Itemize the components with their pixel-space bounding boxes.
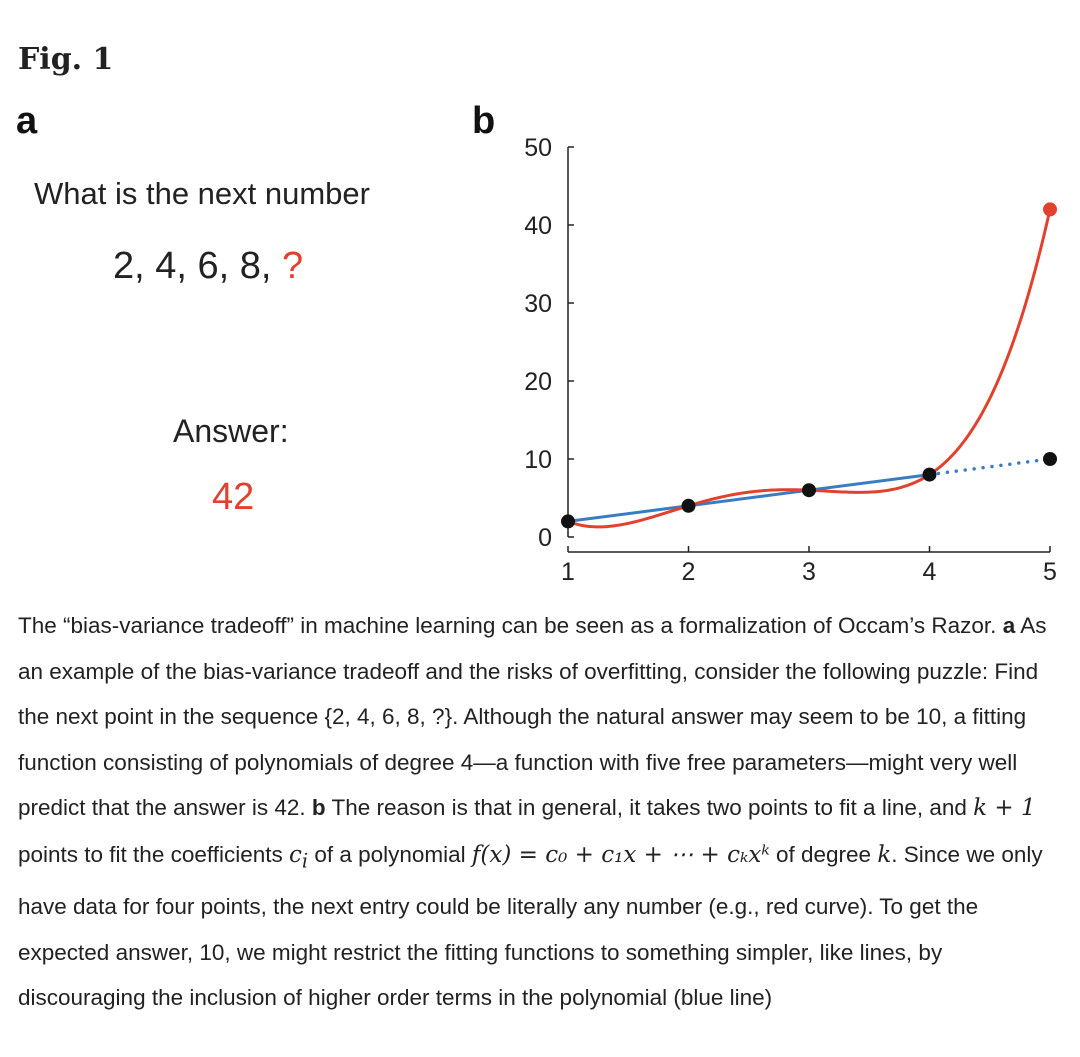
y-tick-label: 0 [538,524,552,552]
caption-text-poly: of a polynomial [314,841,466,867]
caption-panel-b-text: The reason is that in general, it takes two points to fit a line, and [331,795,967,821]
unknown-mark: ? [282,245,304,287]
y-tick-label: 50 [524,134,552,162]
polynomial-prediction-point [1043,202,1057,216]
x-tick-label: 4 [922,558,937,586]
math-ci: $c_i$ [289,841,309,873]
caption-conclusion: . Since we only have data for four points, the next entry could be literally any number (e.g., red curve). To get the expected answer, 10, we might restrict the fitting functions to something simpler, like lines, by discouraging the inclusion of higher order terms in the polynomial (blue line) [18,841,1043,1011]
sequence-numbers: 2, 4, 6, 8, [113,245,272,287]
blue-line-fit [568,475,930,522]
figure-caption [18,603,1068,1021]
panel-a-label: a [16,100,38,142]
caption-panel-a-text: As an example of the bias-variance tradeoff and the risks of overfitting, consider the following puzzle: Find the next point in the sequence {2, 4, 6, 8, ?}. Although the natural answer may seem to be 10, a fitting function consisting of polynomials of degree 4—a function with five free parameters—might very well predict that the answer is 42. [18,613,1047,821]
math-k-plus-one: k + 1 [973,795,1036,822]
data-point [682,499,696,513]
red-polynomial-curve [568,209,1050,526]
x-tick-label: 1 [561,558,575,586]
data-point [802,483,816,497]
math-polynomial: f(x) = c₀ + c₁x + ⋯ + cₖxᵏ [471,841,770,868]
answer-label: Answer: [173,413,289,449]
y-tick-label: 20 [524,368,552,396]
caption-intro: The “bias-variance tradeoff” in machine learning can be seen as a formalization of Occam’s Razor. [18,613,997,638]
caption-a-label: a [1002,613,1016,638]
math-k: k [877,841,892,868]
answer-value: 42 [212,476,255,518]
y-tick-label: 40 [524,212,552,240]
data-point [561,514,575,528]
caption-text-degree: of degree [776,841,872,867]
panel-b-label: b [472,100,496,142]
y-tick-label: 10 [524,446,552,474]
caption-text-coeff: points to fit the coefficients [18,841,283,867]
y-tick-label: 30 [524,290,552,318]
question-text: What is the next number [34,176,370,211]
x-tick-label: 3 [802,558,816,586]
caption-b-label: b [311,795,326,821]
linear-prediction-point [1043,452,1057,466]
x-tick-label: 2 [681,558,696,586]
x-tick-label: 5 [1043,558,1057,586]
data-point [923,468,937,482]
figure-title: Fig. 1 [18,42,114,77]
